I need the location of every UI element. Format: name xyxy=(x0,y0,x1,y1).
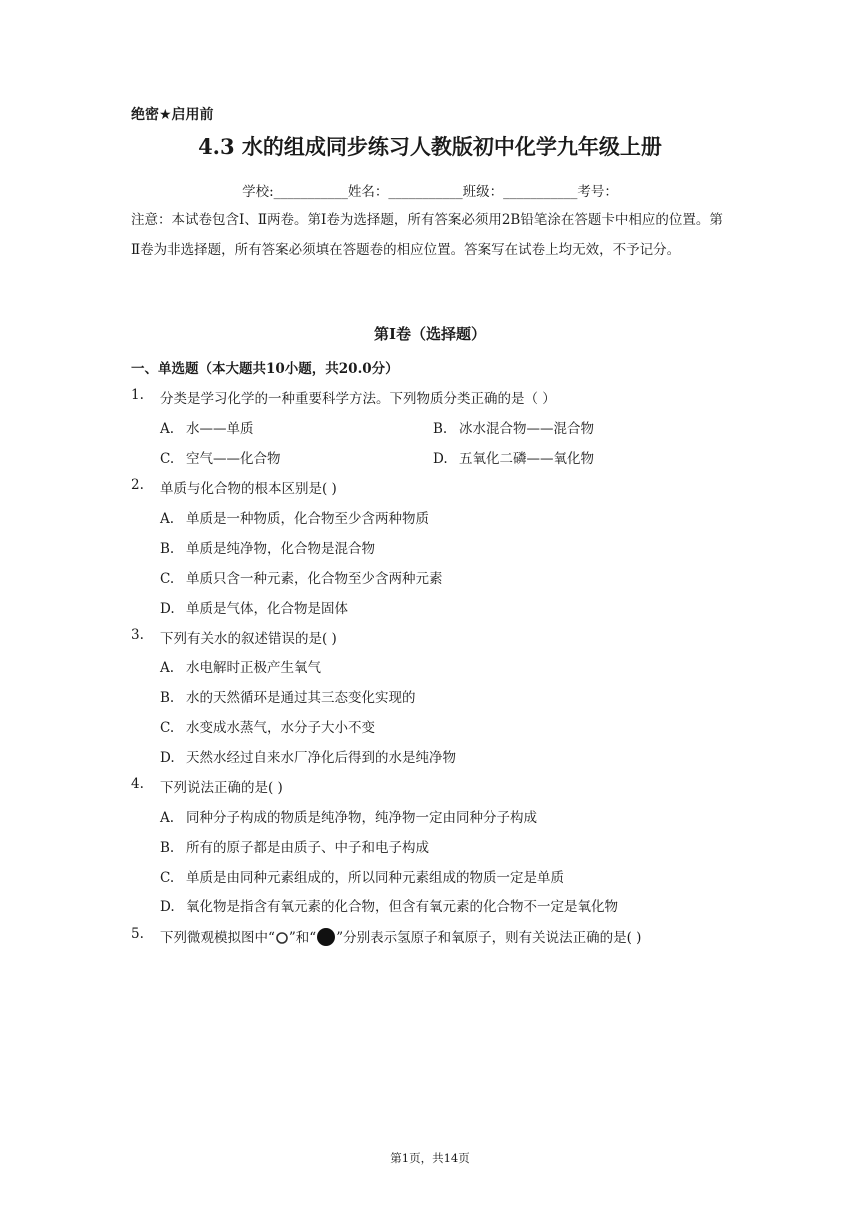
secret-label: 绝密★启用前 xyxy=(131,107,214,123)
question-text-part: ”和“ xyxy=(288,930,317,946)
option-b xyxy=(160,537,375,557)
option-label: C. xyxy=(160,451,175,467)
option-a xyxy=(160,656,321,676)
question-number: 1. xyxy=(131,387,144,403)
option-label: C. xyxy=(160,720,175,736)
question-number: 5. xyxy=(131,926,144,942)
option-text: 五氧化二磷——氧化物 xyxy=(459,451,594,467)
option-b xyxy=(160,836,429,856)
option-text: 单质是由同种元素组成的，所以同种元素组成的物质一定是单质 xyxy=(186,870,564,886)
option-text: 所有的原子都是由质子、中子和电子构成 xyxy=(186,840,429,856)
student-info-line: 学校:___________姓名：___________班级：___________考号： xyxy=(242,184,618,200)
option-label: A. xyxy=(160,660,175,676)
option-text: 单质是一种物质，化合物至少含两种物质 xyxy=(186,511,429,527)
option-label: C. xyxy=(160,571,175,587)
question-text: 下列有关水的叙述错误的是( ) xyxy=(160,631,337,647)
filled-circle-icon xyxy=(316,927,336,947)
question-text-part: ”分别表示氢原子和氧原子，则有关说法正确的是( ) xyxy=(336,930,642,946)
option-label: C. xyxy=(160,870,175,886)
option-b xyxy=(160,686,416,706)
option-c xyxy=(160,866,564,886)
option-text: 单质是气体，化合物是固体 xyxy=(186,601,348,617)
option-text: 冰水混合物——混合物 xyxy=(459,421,594,437)
option-label: B. xyxy=(160,840,175,856)
option-c xyxy=(160,716,375,736)
option-text: 同种分子构成的物质是纯净物，纯净物一定由同种分子构成 xyxy=(186,810,537,826)
question-text: 单质与化合物的根本区别是( ) xyxy=(160,481,337,497)
option-label: A. xyxy=(160,511,175,527)
question-number: 2. xyxy=(131,477,144,493)
question-text: 下列说法正确的是( ) xyxy=(160,780,283,796)
option-d xyxy=(160,895,618,915)
question-number: 4. xyxy=(131,776,144,792)
option-c xyxy=(160,567,443,587)
option-c xyxy=(160,447,281,467)
question-text-part: 下列微观模拟图中“ xyxy=(160,930,275,946)
option-d xyxy=(160,597,348,617)
section-title: 一、单选题（本大题共10小题，共20.0分） xyxy=(131,361,399,377)
option-label: B. xyxy=(433,421,448,437)
option-label: D. xyxy=(433,451,448,467)
page-footer: 第1页，共14页 xyxy=(390,1151,470,1165)
option-b xyxy=(433,417,594,437)
option-text: 水的天然循环是通过其三态变化实现的 xyxy=(186,690,416,706)
option-text: 单质只含一种元素，化合物至少含两种元素 xyxy=(186,571,443,587)
option-a xyxy=(160,806,537,826)
exam-notice: 注意：本试卷包含Ⅰ、Ⅱ两卷。第Ⅰ卷为选择题，所有答案必须用2B铅笔涂在答题卡中相应的位置。第Ⅱ卷为非选择题，所有答案必须填在答题卷的相应位置。答案写在试卷上均无效，不予记分。 xyxy=(131,212,723,258)
option-label: A. xyxy=(160,810,175,826)
option-d xyxy=(433,447,594,467)
option-text: 空气——化合物 xyxy=(186,451,281,467)
question-number: 3. xyxy=(131,627,144,643)
option-label: B. xyxy=(160,690,175,706)
question-text xyxy=(160,926,641,947)
option-text: 水变成水蒸气，水分子大小不变 xyxy=(186,720,375,736)
page-title: 4.3 水的组成同步练习人教版初中化学九年级上册 xyxy=(198,134,662,159)
option-a xyxy=(160,417,254,437)
option-text: 水——单质 xyxy=(186,421,254,437)
option-a xyxy=(160,507,429,527)
option-label: D. xyxy=(160,750,175,766)
option-text: 氧化物是指含有氧元素的化合物，但含有氧元素的化合物不一定是氧化物 xyxy=(186,899,618,915)
option-label: D. xyxy=(160,899,175,915)
option-label: A. xyxy=(160,421,175,437)
volume-title: 第I卷（选择题） xyxy=(373,325,487,343)
option-label: B. xyxy=(160,541,175,557)
option-label: D. xyxy=(160,601,175,617)
option-d xyxy=(160,746,456,766)
option-text: 单质是纯净物，化合物是混合物 xyxy=(186,541,375,557)
option-text: 天然水经过自来水厂净化后得到的水是纯净物 xyxy=(186,750,456,766)
hollow-circle-icon xyxy=(275,931,289,945)
option-text: 水电解时正极产生氧气 xyxy=(186,660,321,676)
question-text: 分类是学习化学的一种重要科学方法。下列物质分类正确的是（ ） xyxy=(160,391,556,407)
